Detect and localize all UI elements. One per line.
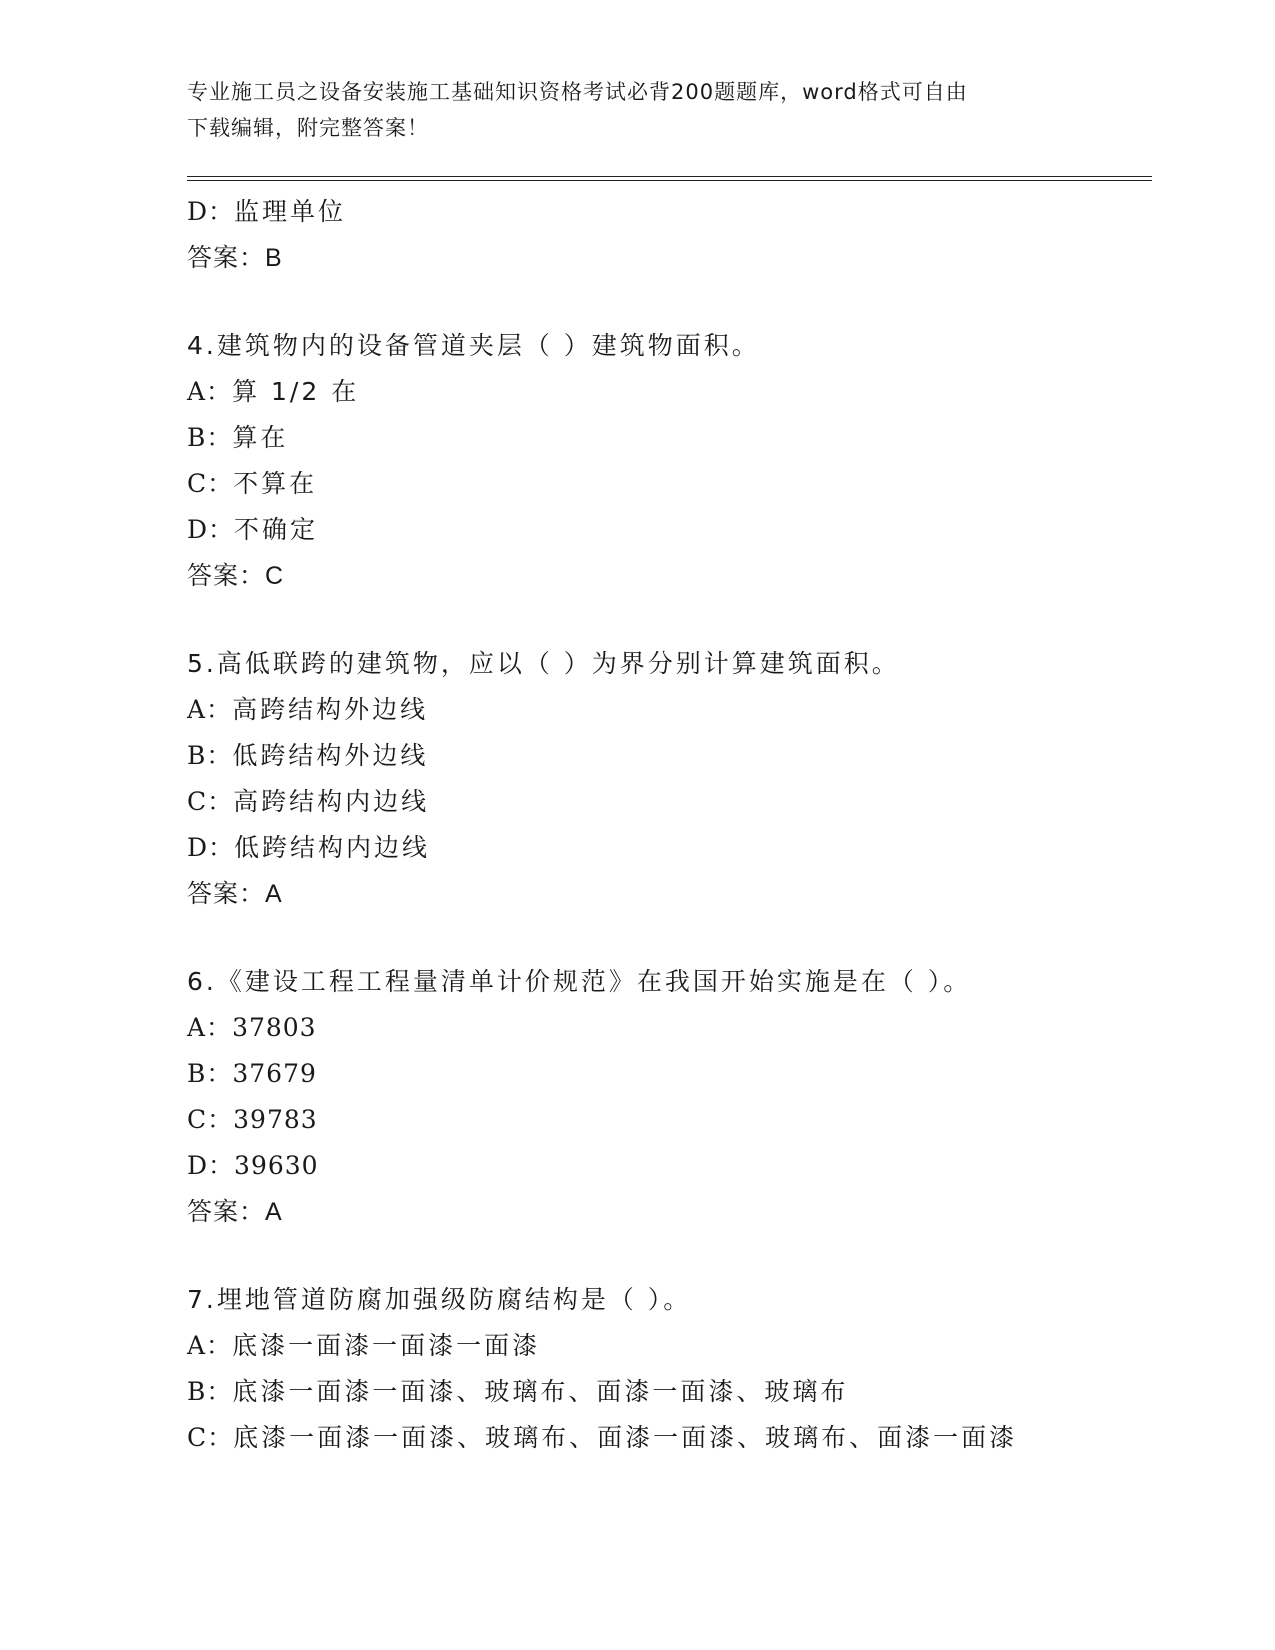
option-letter: C： (187, 787, 234, 816)
option-letter: C： (187, 1423, 234, 1452)
option-b (187, 1051, 1152, 1097)
option-a (187, 1323, 1152, 1369)
option-letter: A： (187, 1331, 233, 1360)
header-line-2: 下载编辑，附完整答案！ (187, 116, 429, 140)
option-d (187, 825, 1152, 871)
header-divider (187, 176, 1152, 181)
option-b (187, 1369, 1152, 1415)
question-block (187, 959, 1152, 1235)
question-block (187, 1277, 1152, 1461)
option-text: 低跨结构外边线 (232, 741, 429, 770)
question-block (187, 323, 1152, 599)
option-text: 37803 (232, 1013, 317, 1042)
answer-line: 答案：B (187, 244, 283, 272)
option-a (187, 1005, 1152, 1051)
option-letter: C： (187, 469, 234, 498)
question-list (187, 189, 1152, 1461)
option-a (187, 687, 1152, 733)
option-letter: D： (187, 197, 235, 226)
option-b (187, 415, 1152, 461)
option-d (187, 1143, 1152, 1189)
option-letter: C： (187, 1105, 234, 1134)
question-text: 5.高低联跨的建筑物，应以（ ）为界分别计算建筑面积。 (187, 649, 900, 678)
option-b (187, 733, 1152, 779)
option-d (187, 507, 1152, 553)
option-letter: D： (187, 515, 235, 544)
answer-line: 答案：A (187, 880, 283, 908)
option-c (187, 1097, 1152, 1143)
option-letter: A： (187, 377, 233, 406)
option-text: 不确定 (234, 515, 319, 544)
option-text: 不算在 (233, 469, 318, 498)
question-text: 6.《建设工程工程量清单计价规范》在我国开始实施是在（ ）。 (187, 967, 972, 996)
question-block (187, 641, 1152, 917)
question-text: 7.埋地管道防腐加强级防腐结构是（ ）。 (187, 1285, 692, 1314)
option-text: 监理单位 (234, 197, 347, 226)
option-text: 高跨结构内边线 (233, 787, 430, 816)
header-line-1: 专业施工员之设备安装施工基础知识资格考试必背200题题库，word格式可自由 (187, 80, 968, 104)
option-c (187, 1415, 1152, 1461)
option-text: 底漆一面漆一面漆、玻璃布、面漆一面漆、玻璃布 (232, 1377, 849, 1406)
answer-line: 答案：A (187, 1198, 283, 1226)
option-letter: B： (187, 1377, 233, 1406)
option-text: 39783 (233, 1105, 318, 1134)
option-a (187, 369, 1152, 415)
option-c (187, 461, 1152, 507)
option-letter: B： (187, 741, 233, 770)
document-header (187, 74, 1087, 146)
option-letter: B： (187, 1059, 233, 1088)
question-text: 4.建筑物内的设备管道夹层（ ）建筑物面积。 (187, 331, 760, 360)
option-text: 底漆一面漆一面漆、玻璃布、面漆一面漆、玻璃布、面漆一面漆 (233, 1423, 1018, 1452)
option-letter: B： (187, 423, 233, 452)
option-text: 算 1/2 在 (232, 377, 360, 406)
option-text: 39630 (234, 1151, 319, 1180)
question-block (187, 189, 1152, 281)
option-d (187, 189, 1152, 235)
option-letter: D： (187, 833, 235, 862)
option-text: 低跨结构内边线 (234, 833, 431, 862)
option-text: 37679 (232, 1059, 317, 1088)
option-text: 高跨结构外边线 (232, 695, 429, 724)
option-text: 底漆一面漆一面漆一面漆 (232, 1331, 541, 1360)
option-letter: A： (187, 1013, 233, 1042)
option-letter: A： (187, 695, 233, 724)
option-letter: D： (187, 1151, 235, 1180)
option-c (187, 779, 1152, 825)
option-text: 算在 (232, 423, 289, 452)
answer-line: 答案：C (187, 562, 285, 590)
